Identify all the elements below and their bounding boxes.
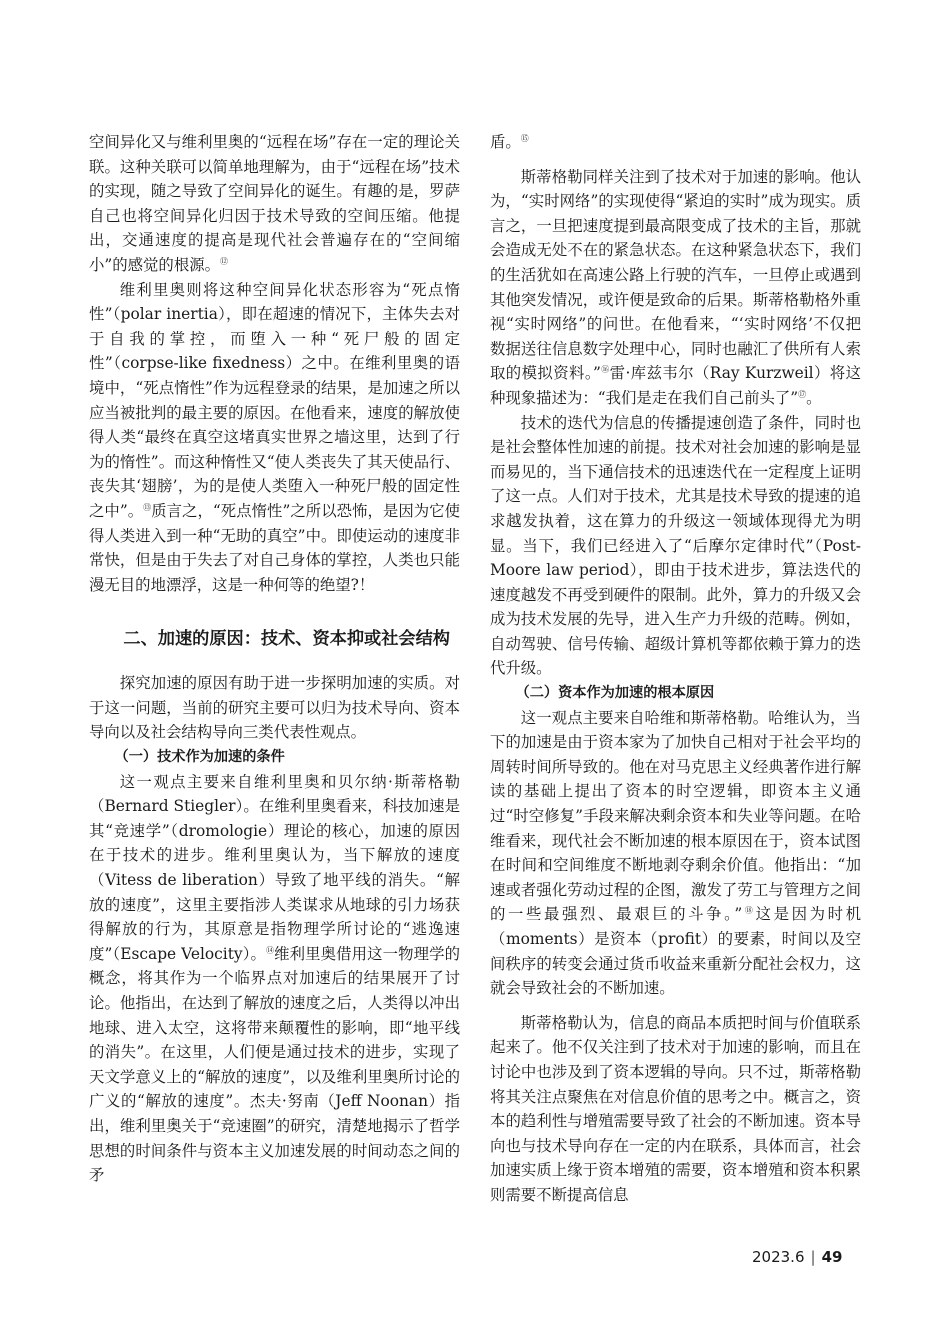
section-heading: 二、加速的原因：技术、资本抑或社会结构	[123, 629, 450, 650]
footnote-ref[interactable]: ⑫	[220, 256, 228, 266]
paragraph-text: 维利里奥则将这种空间异化状态形容为“死点惰性”（polar inertia），即在超速的情况下，主体失去对于自我的掌控，而堕入一种“死尸般的固定性”（corpse-like fixedness）之中。在维利里奥的语境中，“死点惰性”作为远程登录的结果，是加速之所以应当被批判的最主要的原因。在他看来，速度的解放使得人类“最终在真空这堵真实世界之墙这里，达到了行为的惰性”。而这种惰性又“使人类丧失了其天使品行、丧失其‘翅膀’，为的是使人类堕入一种死尸般的固定性之中”。	[89, 280, 460, 520]
left-column	[89, 130, 460, 1188]
paragraph-text: 空间异化又与维利里奥的“远程在场”存在一定的理论关联。这种关联可以简单地理解为，由于“远程在场”技术的实现，随之导致了空间异化的诞生。有趣的是，罗萨自己也将空间异化归因于技术导致的空间压缩。他提出，交通速度的提高是现代社会普遍存在的“空间缩小”的感觉的根源。	[89, 133, 460, 274]
paragraph-text: 探究加速的原因有助于进一步探明加速的实质。对于这一问题，当前的研究主要可以归为技术导向、资本导向以及社会结构导向三类代表性观点。	[89, 674, 460, 742]
paragraph-text: 雷·库兹韦尔（Ray Kurzweil）将这种现象描述为：“我们是走在我们自己前头了”	[490, 364, 862, 407]
footnote-ref[interactable]: ⑭	[266, 945, 275, 955]
paragraph	[89, 278, 460, 598]
paragraph-text: 斯蒂格勒同样关注到了技术对于加速的影响。他认为，“实时网络”的实现使得“紧迫的实时”成为现实。质言之，一旦把速度提到最高限变成了技术的主旨，那就会造成无处不在的紧急状态。在这种紧急状态下，我们的生活犹如在高速公路上行驶的汽车，一旦停止或遇到其他突发情况，或许便是致命的后果。斯蒂格勒格外重视“实时网络”的问世。在他看来，“‘实时网络’不仅把数据送往信息数字处理中心，同时也融汇了供所有人索取的模拟资料。”	[490, 167, 861, 383]
paragraph-text: 盾。	[490, 133, 521, 151]
paragraph-text: 这是因为时机（moments）是资本（profit）的要素，时间以及空间秩序的转变会通过货币收益来重新分配社会权力，这就会导致社会的不断加速。	[490, 905, 862, 998]
paragraph	[490, 706, 861, 1001]
right-column	[490, 130, 861, 1208]
paragraph	[490, 130, 861, 155]
subsection-heading: （一）技术作为加速的条件	[114, 749, 285, 766]
issue-number: 2023.6	[752, 1248, 805, 1266]
footnote-ref[interactable]: ⑬	[143, 502, 152, 512]
paragraph	[89, 671, 460, 745]
footnote-ref[interactable]: ⑮	[520, 134, 529, 143]
paragraph	[490, 165, 861, 411]
paragraph-text: 斯蒂格勒认为，信息的商品本质把时间与价值联系起来了。他不仅关注到了技术对于加速的影响，而且在讨论中也涉及到了资本逻辑的导向。只不过，斯蒂格勒将其关注点聚焦在对信息价值的思考之中。概言之，资本的趋利性与增殖需要导致了社会的不断加速。资本导向也与技术导向存在一定的内在联系，具体而言，社会加速实质上缘于资本增殖的需要，资本增殖和资本积累则需要不断提高信息	[490, 1013, 861, 1204]
footnote-ref[interactable]: ⑯	[600, 365, 610, 375]
subsection-heading: （二）资本作为加速的根本原因	[515, 685, 715, 702]
paragraph	[490, 411, 861, 682]
paragraph-text: 技术的迭代为信息的传播提速创造了条件，同时也是社会整体性加速的前提。技术对社会加速的影响是显而易见的，当下通信技术的迅速迭代在一定程度上证明了这一点。人们对于技术，尤其是技术导致的提速的追求越发执着，这在算力的升级这一领域体现得尤为明显。当下，我们已经进入了“后摩尔定律时代”（Post-Moore law period），即由于技术进步，算法迭代的速度越发不再受到硬件的限制。此外，算力的升级又会成为技术发展的先导，进入生产力升级的范畴。例如，自动驾驶、信号传输、超级计算机等都依赖于算力的迭代升级。	[490, 413, 861, 678]
paragraph-text: 维利里奥借用这一物理学的概念，将其作为一个临界点对加速后的结果展开了讨论。他指出，在达到了解放的速度之后，人类得以冲出地球、进入太空，这将带来颠覆性的影响，即“地平线的消失”。在这里，人们便是通过技术的进步，实现了天文学意义上的“解放的速度”，以及维利里奥所讨论的广义的“解放的速度”。杰夫·努南（Jeff Noonan）指出，维利里奥关于“竞速圈”的研究，清楚地揭示了哲学思想的时间条件与资本主义加速发展的时间动态之间的矛	[89, 944, 460, 1185]
paragraph-text: 这一观点主要来自哈维和斯蒂格勒。哈维认为，当下的加速是由于资本家为了加快自己相对于社会平均的周转时间所导致的。他在对马克思主义经典著作进行解读的基础上提出了资本的时空逻辑，即资本主义通过“时空修复”手段来解决剩余资本和失业等问题。在哈维看来，现代社会不断加速的根本原因在于，资本试图在时间和空间维度不断地剥夺剩余价值。他指出：“加速或者强化劳动过程的企图，激发了劳工与管理方之间的一些最强烈、最艰巨的斗争。”	[490, 708, 861, 924]
paragraph	[490, 1011, 861, 1208]
paragraph	[89, 770, 460, 1188]
paragraph-text: 质言之，“死点惰性”之所以恐怖，是因为它使得人类进入到一种“无助的真空”中。即使运动的速度非常快，但是由于失去了对自己身体的掌控，人类也只能漫无目的地漂浮，这是一种何等的绝望?！	[89, 501, 460, 594]
footnote-ref[interactable]: ⑰	[798, 389, 807, 399]
footnote-ref[interactable]: ⑱	[742, 906, 756, 916]
footer-separator: |	[810, 1248, 816, 1266]
paragraph-text: 这一观点主要来自维利里奥和贝尔纳·斯蒂格勒（Bernard Stiegler）。在维利里奥看来，科技加速是其“竞速学”（dromologie）理论的核心，加速的原因在于技术的进步。维利里奥认为，当下解放的速度（Vitess de liberation）导致了地平线的消失。“解放的速度”，这里主要指涉人类谋求从地球的引力场获得解放的行为，其原意是指物理学所讨论的“逃逸速度”（Escape Velocity）。	[89, 772, 460, 963]
paragraph-text: 。	[806, 388, 822, 407]
paragraph	[89, 130, 460, 278]
page-number: 49	[821, 1248, 843, 1266]
page-footer	[752, 1247, 864, 1267]
